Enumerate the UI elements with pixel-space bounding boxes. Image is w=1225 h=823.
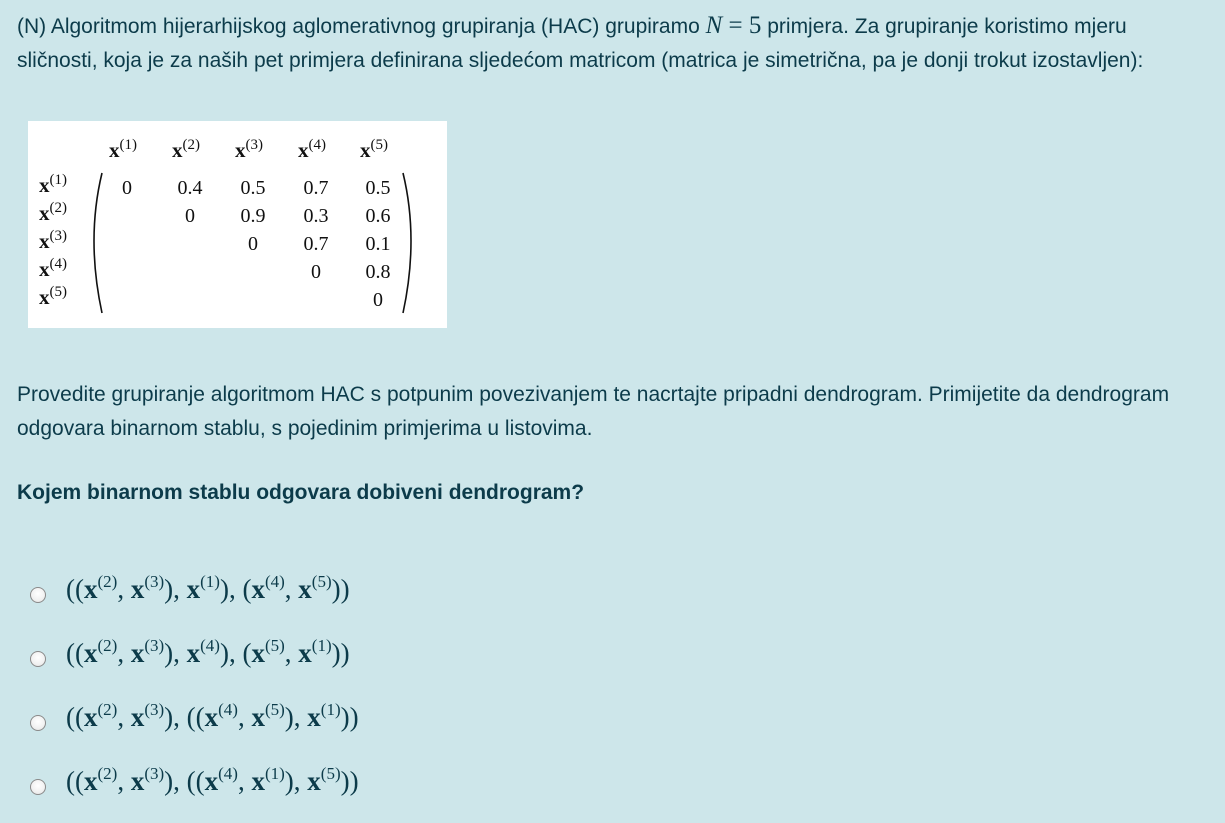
intro-prefix: (N) Algoritmom hijerarhijskog aglomerativnog grupiranja (HAC) grupiramo: [17, 15, 706, 38]
matrix-row-label: $x^{(3)}$: [39, 228, 67, 253]
matrix-right-paren: [403, 173, 411, 313]
option-1-label[interactable]: (($x^{(2)}$, $x^{(3)}$), $x^{(1)}$), ($x^{(4)}$, $x^{(5)}$)): [66, 572, 350, 604]
matrix-col-label: $x^{(3)}$: [235, 137, 263, 162]
matrix-col-label: $x^{(4)}$: [298, 137, 326, 162]
matrix-cell: 0.8: [365, 261, 391, 283]
matrix-cell: 0.6: [365, 205, 391, 227]
matrix-row-label: $x^{(1)}$: [39, 172, 67, 197]
matrix-cell: 0.4: [177, 177, 203, 199]
option-2-label[interactable]: (($x^{(2)}$, $x^{(3)}$), $x^{(4)}$), ($x^{(5)}$, $x^{(1)}$)): [66, 636, 350, 668]
n-symbol: N: [705, 12, 723, 39]
matrix-left-paren: [94, 173, 102, 313]
matrix-cell: 0.7: [303, 233, 329, 255]
intro-text: [17, 9, 1212, 77]
option-4-label[interactable]: (($x^{(2)}$, $x^{(3)}$), (($x^{(4)}$, $x^{(1)}$), $x^{(5)}$)): [66, 764, 359, 796]
option-1[interactable]: [28, 568, 528, 614]
matrix-row-label: $x^{(5)}$: [39, 284, 67, 309]
option-2[interactable]: [28, 632, 528, 678]
option-4-radio[interactable]: [30, 779, 46, 795]
matrix-cell: 0.5: [240, 177, 266, 199]
matrix-row-label: $x^{(2)}$: [39, 200, 67, 225]
option-3-label[interactable]: (($x^{(2)}$, $x^{(3)}$), (($x^{(4)}$, $x^{(5)}$), $x^{(1)}$)): [66, 700, 359, 732]
matrix-col-label: $x^{(1)}$: [109, 137, 137, 162]
option-3[interactable]: [28, 696, 528, 742]
matrix-cell: 0: [122, 177, 132, 199]
matrix-row-label: $x^{(4)}$: [39, 256, 67, 281]
question-text: Kojem binarnom stablu odgovara dobiveni dendrogram?: [17, 481, 585, 504]
option-4[interactable]: [28, 760, 528, 806]
option-1-radio[interactable]: [30, 587, 46, 603]
n-value: = 5: [722, 12, 762, 39]
matrix-cell: 0.3: [303, 205, 329, 227]
instruction-text: Provedite grupiranje algoritmom HAC s potpunim povezivanjem te nacrtajte pripadni dendrogram. Primijetite da dendrogram odgovara binarnom stablu, s pojedinim primjerima u listovima.: [17, 383, 1170, 440]
matrix-cell: 0.5: [365, 177, 391, 199]
matrix-col-label: $x^{(5)}$: [360, 137, 388, 162]
similarity-matrix: [28, 121, 447, 328]
option-2-radio[interactable]: [30, 651, 46, 667]
matrix-cell: 0: [311, 261, 321, 283]
matrix-col-label: $x^{(2)}$: [172, 137, 200, 162]
option-3-radio[interactable]: [30, 715, 46, 731]
matrix-cell: 0: [248, 233, 258, 255]
intro-suffix: primjera. Za grupiranje koristimo mjeru sličnosti, koja je za naših pet primjera definirana sljedećom matricom (matrica je simetrična, pa je donji trokut izostavljen):: [17, 15, 1144, 72]
matrix-cell: 0.1: [365, 233, 391, 255]
matrix-cell: 0: [373, 289, 383, 311]
matrix-cell: 0.9: [240, 205, 266, 227]
matrix-cell: 0: [185, 205, 195, 227]
matrix-cell: 0.7: [303, 177, 329, 199]
